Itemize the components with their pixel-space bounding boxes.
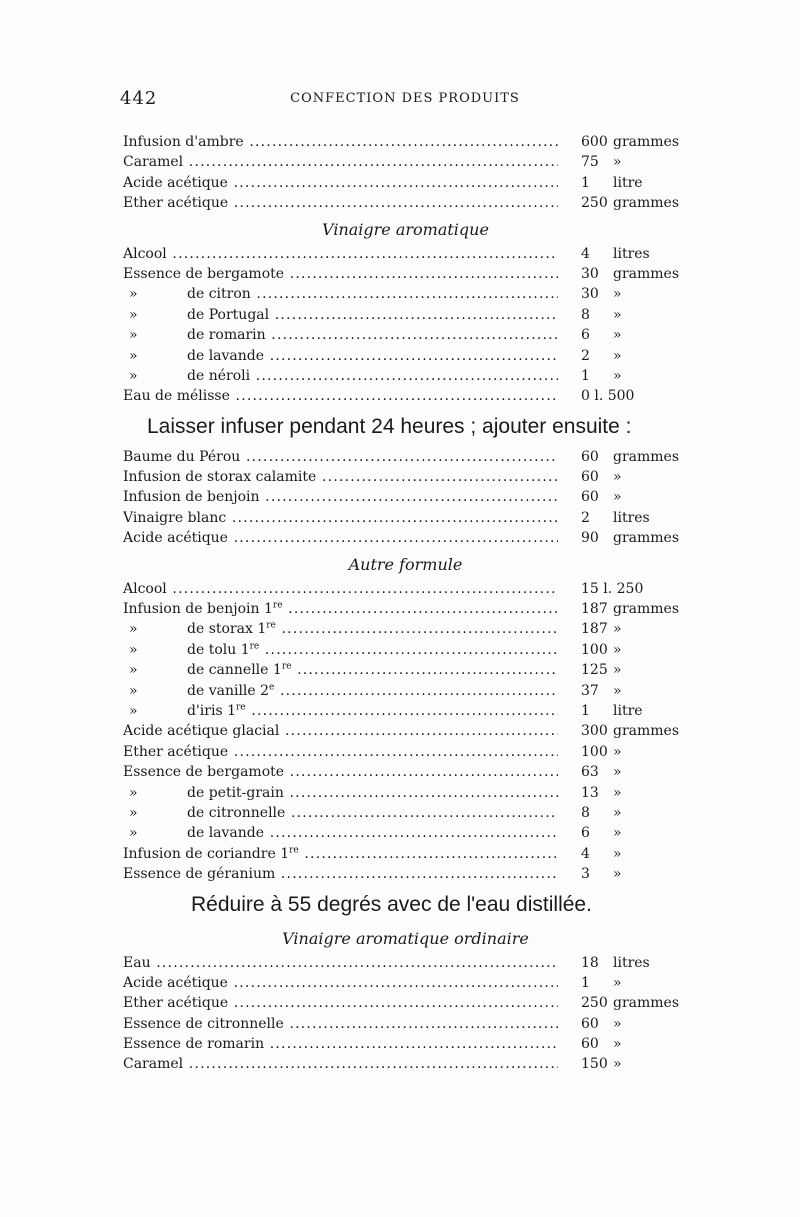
recipe-row	[123, 346, 688, 366]
ingredient-name: Infusion de storax calamite	[123, 469, 317, 486]
ingredient-quantity	[581, 640, 622, 660]
ingredient-label	[123, 864, 558, 884]
recipe-row	[123, 681, 688, 701]
ditto-mark: »	[129, 702, 138, 719]
ingredient-label	[123, 619, 558, 639]
ingredient-name: de storax 1	[187, 621, 267, 638]
quantity-value: 63	[581, 764, 599, 781]
ingredient-quantity	[581, 284, 622, 304]
quantity-unit: »	[613, 306, 622, 323]
ingredient-quantity	[581, 1034, 622, 1054]
ingredient-label	[123, 508, 558, 528]
quantity-unit: litres	[613, 509, 650, 526]
quantity-value: 60	[581, 469, 599, 486]
quantity-unit: grammes	[613, 601, 680, 618]
quantity-value: 100	[581, 743, 608, 760]
ingredient-label	[123, 467, 558, 487]
ingredient-label	[123, 742, 558, 762]
ditto-mark: »	[129, 306, 138, 323]
recipe-content	[123, 132, 688, 1075]
recipe-row	[123, 993, 688, 1013]
ingredient-quantity	[581, 386, 634, 406]
ingredient-name: de romarin	[187, 327, 266, 344]
ingredient-quantity	[581, 953, 650, 973]
ingredient-name: de citronnelle	[187, 804, 286, 821]
ingredient-name: Infusion de benjoin	[123, 489, 260, 506]
quantity-unit: grammes	[613, 723, 680, 740]
quantity-value: 60	[581, 489, 599, 506]
ditto-mark: »	[129, 682, 138, 699]
ingredient-label	[123, 193, 558, 213]
quantity-value: 300	[581, 723, 608, 740]
ingredient-quantity	[581, 762, 622, 782]
recipe-row	[123, 173, 688, 193]
recipe-row	[123, 721, 688, 741]
quantity-unit: grammes	[613, 995, 680, 1012]
quantity-unit: grammes	[613, 530, 680, 547]
recipe-row	[123, 823, 688, 843]
recipe-row	[123, 366, 688, 386]
recipe-row	[123, 244, 688, 264]
ingredient-quantity	[581, 993, 679, 1013]
quantity-value: 4	[581, 245, 590, 262]
ingredient-quantity	[581, 487, 622, 507]
ingredient-name: Infusion de coriandre 1	[123, 845, 290, 862]
ingredient-name: Vinaigre blanc	[123, 509, 227, 526]
recipe-row	[123, 701, 688, 721]
instruction-line: Réduire à 55 degrés avec de l'eau distillée.	[191, 892, 592, 916]
quantity-unit: »	[613, 743, 622, 760]
ingredient-label	[123, 803, 558, 823]
ingredient-name: Eau	[123, 954, 151, 971]
ingredient-name: Essence de bergamote	[123, 764, 285, 781]
quantity-unit: »	[613, 367, 622, 384]
ingredient-quantity	[581, 742, 622, 762]
recipe-row	[123, 864, 688, 884]
ingredient-label	[123, 305, 558, 325]
quantity-unit: »	[613, 641, 622, 658]
ingredient-label	[123, 783, 558, 803]
ingredient-label	[123, 762, 558, 782]
quantity-unit: grammes	[613, 134, 680, 150]
recipe-row	[123, 467, 688, 487]
ingredient-name: Alcool	[123, 580, 167, 597]
quantity-unit: »	[613, 347, 622, 364]
section-title: Vinaigre aromatique	[322, 219, 489, 239]
ingredient-name: de petit-grain	[187, 784, 284, 801]
recipe-row	[123, 1034, 688, 1054]
ingredient-name: Infusion de benjoin 1	[123, 601, 273, 618]
quantity-unit: »	[613, 1015, 622, 1032]
quantity-value: 2	[581, 347, 590, 364]
superscript: e	[269, 681, 275, 692]
quantity-unit: »	[613, 682, 622, 699]
recipe-row	[123, 447, 688, 467]
ingredient-name: Essence de bergamote	[123, 265, 285, 282]
quantity-unit: »	[613, 825, 622, 842]
ingredient-name: de Portugal	[187, 306, 270, 323]
superscript: re	[236, 702, 246, 713]
ingredient-quantity	[581, 193, 679, 213]
quantity-value: 250	[581, 995, 608, 1012]
ingredient-quantity	[581, 508, 650, 528]
recipe-row	[123, 305, 688, 325]
ingredient-name: Acide acétique	[123, 974, 228, 991]
ingredient-name: Ether acétique	[123, 743, 229, 760]
ingredient-quantity	[581, 864, 622, 884]
running-head: CONFECTION DES PRODUITS	[290, 91, 520, 106]
ingredient-label	[123, 953, 558, 973]
quantity-unit: »	[613, 784, 622, 801]
ingredient-name: Ether acétique	[123, 995, 229, 1012]
ditto-mark: »	[129, 641, 138, 658]
ingredient-quantity	[581, 152, 622, 172]
ingredient-name: Essence de géranium	[123, 866, 276, 883]
ingredient-quantity	[581, 264, 679, 284]
recipe-row	[123, 132, 688, 152]
quantity-value: 100	[581, 641, 608, 658]
ingredient-quantity	[581, 366, 622, 386]
ingredient-label	[123, 599, 558, 619]
ingredient-label	[123, 823, 558, 843]
ingredient-name: Infusion d'ambre	[123, 134, 244, 150]
quantity-value: 30	[581, 286, 599, 303]
quantity-value: 1	[581, 367, 590, 384]
ditto-mark: »	[129, 621, 138, 638]
recipe-row	[123, 487, 688, 507]
quantity-value: 3	[581, 866, 590, 883]
quantity-unit: »	[613, 974, 622, 991]
ingredient-name: Eau de mélisse	[123, 388, 230, 405]
ingredient-quantity	[581, 305, 622, 325]
quantity-value: 37	[581, 682, 599, 699]
quantity-unit: »	[613, 489, 622, 506]
quantity-unit: grammes	[613, 265, 680, 282]
ingredient-quantity	[581, 783, 622, 803]
ingredient-label	[123, 447, 558, 467]
ingredient-label	[123, 528, 558, 548]
recipe-row	[123, 640, 688, 660]
recipe-row	[123, 386, 688, 406]
superscript: re	[272, 600, 283, 611]
quantity-unit: litre	[613, 702, 643, 719]
quantity-value: 15 l. 250	[581, 580, 644, 597]
ingredient-name: de lavande	[187, 347, 265, 364]
instruction-line: Laisser infuser pendant 24 heures ; ajouter ensuite :	[147, 414, 632, 438]
superscript: re	[249, 641, 260, 652]
quantity-unit: »	[613, 662, 622, 679]
ingredient-quantity	[581, 660, 622, 680]
ingredient-name: Baume du Pérou	[123, 448, 241, 465]
ditto-mark: »	[129, 327, 138, 344]
ingredient-label	[123, 152, 558, 172]
ingredient-name: Essence de romarin	[123, 1036, 265, 1053]
ingredient-name: de citron	[187, 286, 251, 303]
ingredient-quantity	[581, 325, 622, 345]
ingredient-label	[123, 844, 558, 864]
quantity-unit: »	[613, 154, 622, 171]
ingredient-name: Ether acétique	[123, 195, 229, 212]
quantity-unit: grammes	[613, 195, 680, 212]
recipe-row	[123, 264, 688, 284]
ditto-mark: »	[129, 347, 138, 364]
ingredient-label	[123, 1034, 558, 1054]
ingredient-quantity	[581, 346, 622, 366]
recipe-row	[123, 762, 688, 782]
ingredient-quantity	[581, 173, 643, 193]
ditto-mark: »	[129, 784, 138, 801]
ingredient-name: de tolu 1	[187, 641, 250, 658]
quantity-unit: »	[613, 469, 622, 486]
recipe-row	[123, 193, 688, 213]
quantity-value: 125	[581, 662, 608, 679]
ingredient-name: Essence de citronnelle	[123, 1015, 284, 1032]
ingredient-label	[123, 366, 558, 386]
recipe-row	[123, 579, 688, 599]
ingredient-label	[123, 244, 558, 264]
ditto-mark: »	[129, 662, 138, 679]
ingredient-name: de néroli	[187, 367, 251, 384]
quantity-value: 150	[581, 1056, 608, 1073]
ingredient-label	[123, 386, 558, 406]
quantity-value: 1	[581, 974, 590, 991]
quantity-value: 0 l. 500	[581, 388, 635, 405]
section-title: Vinaigre aromatique ordinaire	[282, 928, 529, 948]
quantity-value: 600	[581, 134, 608, 150]
recipe-row	[123, 1054, 688, 1074]
ingredient-label	[123, 284, 558, 304]
recipe-row	[123, 783, 688, 803]
ingredient-quantity	[581, 701, 643, 721]
ingredient-name: Caramel	[123, 1056, 184, 1073]
quantity-unit: »	[613, 327, 622, 344]
page-header	[120, 88, 690, 108]
ingredient-label	[123, 325, 558, 345]
section-title: Autre formule	[348, 554, 463, 574]
ingredient-quantity	[581, 579, 643, 599]
quantity-value: 60	[581, 1036, 599, 1053]
ingredient-quantity	[581, 1014, 622, 1034]
quantity-unit: »	[613, 1056, 622, 1073]
recipe-row	[123, 973, 688, 993]
quantity-value: 13	[581, 784, 599, 801]
superscript: re	[289, 845, 299, 856]
ditto-mark: »	[129, 804, 138, 821]
ingredient-label	[123, 973, 558, 993]
quantity-unit: litres	[613, 245, 650, 262]
quantity-value: 2	[581, 509, 590, 526]
quantity-value: 8	[581, 804, 590, 821]
recipe-row	[123, 528, 688, 548]
ingredient-quantity	[581, 244, 650, 264]
quantity-value: 8	[581, 306, 590, 323]
ingredient-name: Caramel	[123, 154, 184, 171]
quantity-unit: »	[613, 621, 622, 638]
quantity-value: 75	[581, 154, 599, 171]
ditto-mark: »	[129, 825, 138, 842]
quantity-value: 250	[581, 195, 608, 212]
quantity-value: 6	[581, 825, 590, 842]
recipe-row	[123, 599, 688, 619]
quantity-unit: »	[613, 866, 622, 883]
ingredient-label	[123, 173, 558, 193]
quantity-value: 187	[581, 601, 608, 618]
ingredient-label	[123, 132, 558, 152]
recipe-row	[123, 803, 688, 823]
ingredient-name: de lavande	[187, 825, 265, 842]
page-number: 442	[120, 88, 158, 109]
ingredient-quantity	[581, 681, 622, 701]
recipe-row	[123, 619, 688, 639]
ingredient-label	[123, 264, 558, 284]
quantity-unit: litre	[613, 174, 643, 191]
recipe-row	[123, 508, 688, 528]
recipe-row	[123, 742, 688, 762]
ingredient-label	[123, 346, 558, 366]
ingredient-name: de cannelle 1	[187, 662, 282, 679]
ingredient-name: Acide acétique	[123, 174, 228, 191]
quantity-unit: »	[613, 286, 622, 303]
ingredient-quantity	[581, 823, 622, 843]
quantity-unit: »	[613, 804, 622, 821]
ingredient-quantity	[581, 721, 679, 741]
ingredient-quantity	[581, 447, 679, 467]
recipe-row	[123, 325, 688, 345]
superscript: re	[266, 620, 276, 631]
quantity-unit: grammes	[613, 448, 680, 465]
ingredient-quantity	[581, 803, 622, 823]
ingredient-label	[123, 701, 558, 721]
ingredient-label	[123, 1014, 558, 1034]
ingredient-name: Acide acétique	[123, 530, 228, 547]
ingredient-quantity	[581, 467, 622, 487]
quantity-unit: »	[613, 845, 622, 862]
recipe-row	[123, 152, 688, 172]
ingredient-quantity	[581, 132, 679, 152]
ingredient-quantity	[581, 973, 622, 993]
recipe-row	[123, 844, 688, 864]
ingredient-quantity	[581, 599, 679, 619]
quantity-value: 18	[581, 954, 599, 971]
ingredient-name: d'iris 1	[187, 702, 236, 719]
ingredient-name: Alcool	[123, 245, 167, 262]
quantity-value: 1	[581, 702, 590, 719]
quantity-value: 4	[581, 845, 590, 862]
recipe-row	[123, 953, 688, 973]
quantity-unit: litres	[613, 954, 650, 971]
quantity-value: 30	[581, 265, 599, 282]
recipe-row	[123, 1014, 688, 1034]
superscript: re	[281, 661, 292, 672]
ingredient-label	[123, 579, 558, 599]
ingredient-name: Acide acétique glacial	[123, 723, 280, 740]
ingredient-quantity	[581, 619, 622, 639]
quantity-value: 6	[581, 327, 590, 344]
quantity-unit: »	[613, 764, 622, 781]
recipe-row	[123, 284, 688, 304]
ingredient-label	[123, 640, 558, 660]
quantity-value: 1	[581, 174, 590, 191]
ingredient-name: de vanille 2	[187, 682, 270, 699]
quantity-value: 60	[581, 1015, 599, 1032]
ingredient-quantity	[581, 844, 622, 864]
ditto-mark: »	[129, 286, 138, 303]
ingredient-label	[123, 993, 558, 1013]
quantity-value: 187	[581, 621, 608, 638]
ingredient-label	[123, 1054, 558, 1074]
recipe-row	[123, 660, 688, 680]
ingredient-quantity	[581, 528, 679, 548]
ditto-mark: »	[129, 367, 138, 384]
quantity-unit: »	[613, 1036, 622, 1053]
quantity-value: 90	[581, 530, 599, 547]
ingredient-label	[123, 660, 558, 680]
ingredient-label	[123, 487, 558, 507]
ingredient-quantity	[581, 1054, 622, 1074]
ingredient-label	[123, 681, 558, 701]
quantity-value: 60	[581, 448, 599, 465]
ingredient-label	[123, 721, 558, 741]
